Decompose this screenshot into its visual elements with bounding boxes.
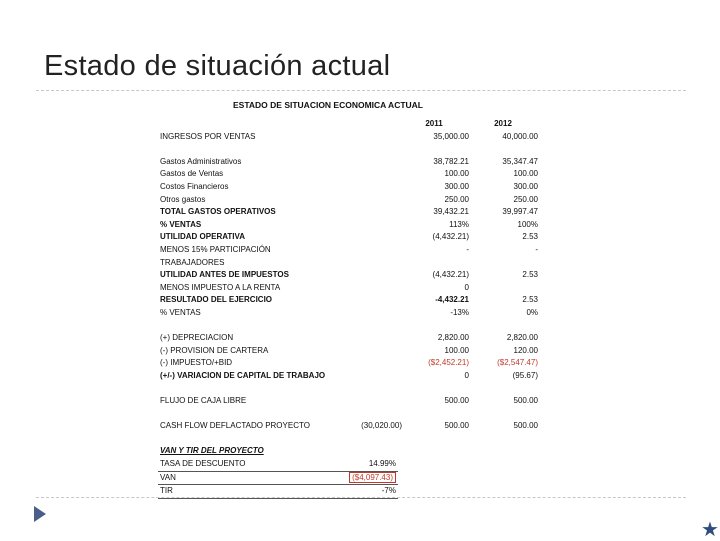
table-row — [158, 194, 542, 207]
row-label: TRABAJADORES — [160, 257, 225, 267]
row-value-2012: 2.53 — [522, 270, 538, 280]
row-value-2011: -13% — [450, 307, 469, 317]
table-row — [158, 168, 542, 181]
row-value-2012: 40,000.00 — [502, 131, 538, 141]
row-value-2011: 2,820.00 — [437, 333, 469, 343]
slide-title: Estado de situación actual — [44, 50, 391, 82]
row-value-2011: 500.00 — [444, 421, 469, 431]
row-value-2011: 39,432.21 — [433, 207, 469, 217]
row-value-2012: - — [535, 244, 538, 254]
table-row — [158, 282, 542, 295]
row-value-2011: 113% — [449, 219, 469, 229]
row-value-2012: 100.00 — [513, 169, 538, 179]
row-value-2012: 300.00 — [513, 181, 538, 191]
footer-divider — [36, 497, 686, 498]
table-row — [158, 345, 542, 358]
table-row — [158, 382, 542, 395]
row-value-2012: 2,820.00 — [506, 333, 538, 343]
row-label: (+) DEPRECIACION — [160, 333, 234, 343]
row-value-2012: 35,347.47 — [502, 156, 538, 166]
row-value-2011: 38,782.21 — [433, 156, 469, 166]
row-value-2012: 500.00 — [513, 421, 538, 431]
row-value-2012: 100% — [517, 219, 538, 229]
next-arrow-icon[interactable] — [34, 506, 46, 522]
van-tir-section — [158, 445, 542, 498]
row-value-2012: 0% — [526, 307, 538, 317]
table-row — [158, 143, 542, 156]
row-label: (-) PROVISION DE CARTERA — [160, 345, 269, 355]
row-label: FLUJO DE CAJA LIBRE — [160, 396, 247, 406]
table-row — [158, 395, 542, 408]
row-value-2011: 0 — [464, 370, 469, 380]
row-label: (+/-) VARIACION DE CAPITAL DE TRABAJO — [160, 370, 326, 380]
table-row — [158, 357, 542, 370]
row-value-2012: 120.00 — [513, 345, 538, 355]
row-value-2011: (4,432.21) — [432, 270, 469, 280]
title-divider — [36, 90, 686, 91]
table-row — [158, 244, 542, 257]
tasa-label: TASA DE DESCUENTO — [160, 459, 246, 469]
row-value-2012: 500.00 — [513, 396, 538, 406]
row-label: (-) IMPUESTO/+BID — [160, 358, 233, 368]
row-label: % VENTAS — [160, 307, 201, 317]
row-label: MENOS IMPUESTO A LA RENTA — [160, 282, 281, 292]
row-label: RESULTADO DEL EJERCICIO — [160, 295, 273, 305]
row-label: Otros gastos — [160, 194, 206, 204]
row-value-2011: 100.00 — [444, 169, 469, 179]
table-row — [158, 131, 542, 144]
table-gap — [158, 433, 542, 446]
van-value: ($4,097.43) — [349, 472, 396, 483]
row-label: Costos Financieros — [160, 181, 229, 191]
table-row — [158, 181, 542, 194]
star-icon: ★ — [701, 519, 719, 541]
row-initial-value: (30,020.00) — [361, 421, 402, 431]
year-2012-header: 2012 — [494, 119, 512, 128]
table-row — [158, 332, 542, 345]
van-row-van — [158, 472, 398, 486]
row-value-2011: 300.00 — [444, 181, 469, 191]
table-row — [158, 269, 542, 282]
row-label: % VENTAS — [160, 219, 202, 229]
van-label: VAN — [160, 472, 176, 482]
row-value-2012: 2.53 — [522, 232, 538, 242]
table-row — [158, 408, 542, 421]
row-label: INGRESOS POR VENTAS — [160, 131, 256, 141]
row-value-2011: 100.00 — [444, 345, 469, 355]
row-label: MENOS 15% PARTICIPACIÓN — [160, 244, 271, 254]
row-label: CASH FLOW DEFLACTADO PROYECTO — [160, 421, 310, 431]
row-value-2011: 0 — [464, 282, 469, 292]
year-2011-header: 2011 — [425, 119, 443, 128]
row-value-2011: (4,432.21) — [432, 232, 469, 242]
row-label: TOTAL GASTOS OPERATIVOS — [160, 207, 276, 217]
row-value-2012: (95.67) — [512, 370, 538, 380]
table-row — [158, 420, 542, 433]
tir-label: TIR — [160, 486, 173, 496]
row-value-2011: ($2,452.21) — [428, 358, 469, 368]
row-label: Gastos Administrativos — [160, 156, 242, 166]
table-header-row — [158, 118, 542, 131]
table-body — [158, 131, 542, 433]
table-title: ESTADO DE SITUACION ECONOMICA ACTUAL — [233, 100, 423, 110]
table-row — [158, 156, 542, 169]
row-value-2012: 250.00 — [513, 194, 538, 204]
row-value-2011: 500.00 — [444, 396, 469, 406]
table-row — [158, 257, 542, 270]
table-row — [158, 219, 542, 232]
table-row — [158, 294, 542, 307]
row-value-2011: -4,432.21 — [435, 295, 469, 305]
row-value-2012: ($2,547.47) — [497, 358, 538, 368]
table-row — [158, 231, 542, 244]
row-label: Gastos de Ventas — [160, 169, 224, 179]
row-label: UTILIDAD OPERATIVA — [160, 232, 246, 242]
row-value-2011: 250.00 — [444, 194, 469, 204]
table-row — [158, 206, 542, 219]
table-row — [158, 320, 542, 333]
row-value-2011: 35,000.00 — [433, 131, 469, 141]
row-label: UTILIDAD ANTES DE IMPUESTOS — [160, 270, 289, 280]
van-row-tasa — [158, 458, 398, 472]
financial-statement-table — [158, 100, 542, 499]
row-value-2012: 2.53 — [522, 295, 538, 305]
van-title: VAN Y TIR DEL PROYECTO — [160, 446, 264, 456]
slide-left-margin — [0, 0, 36, 540]
table-row — [158, 307, 542, 320]
tasa-value: 14.99% — [368, 459, 396, 469]
tir-value: -7% — [381, 486, 396, 496]
row-value-2012: 39,997.47 — [502, 207, 538, 217]
table-row — [158, 370, 542, 383]
van-title-row — [158, 445, 398, 458]
row-value-2011: - — [466, 244, 469, 254]
